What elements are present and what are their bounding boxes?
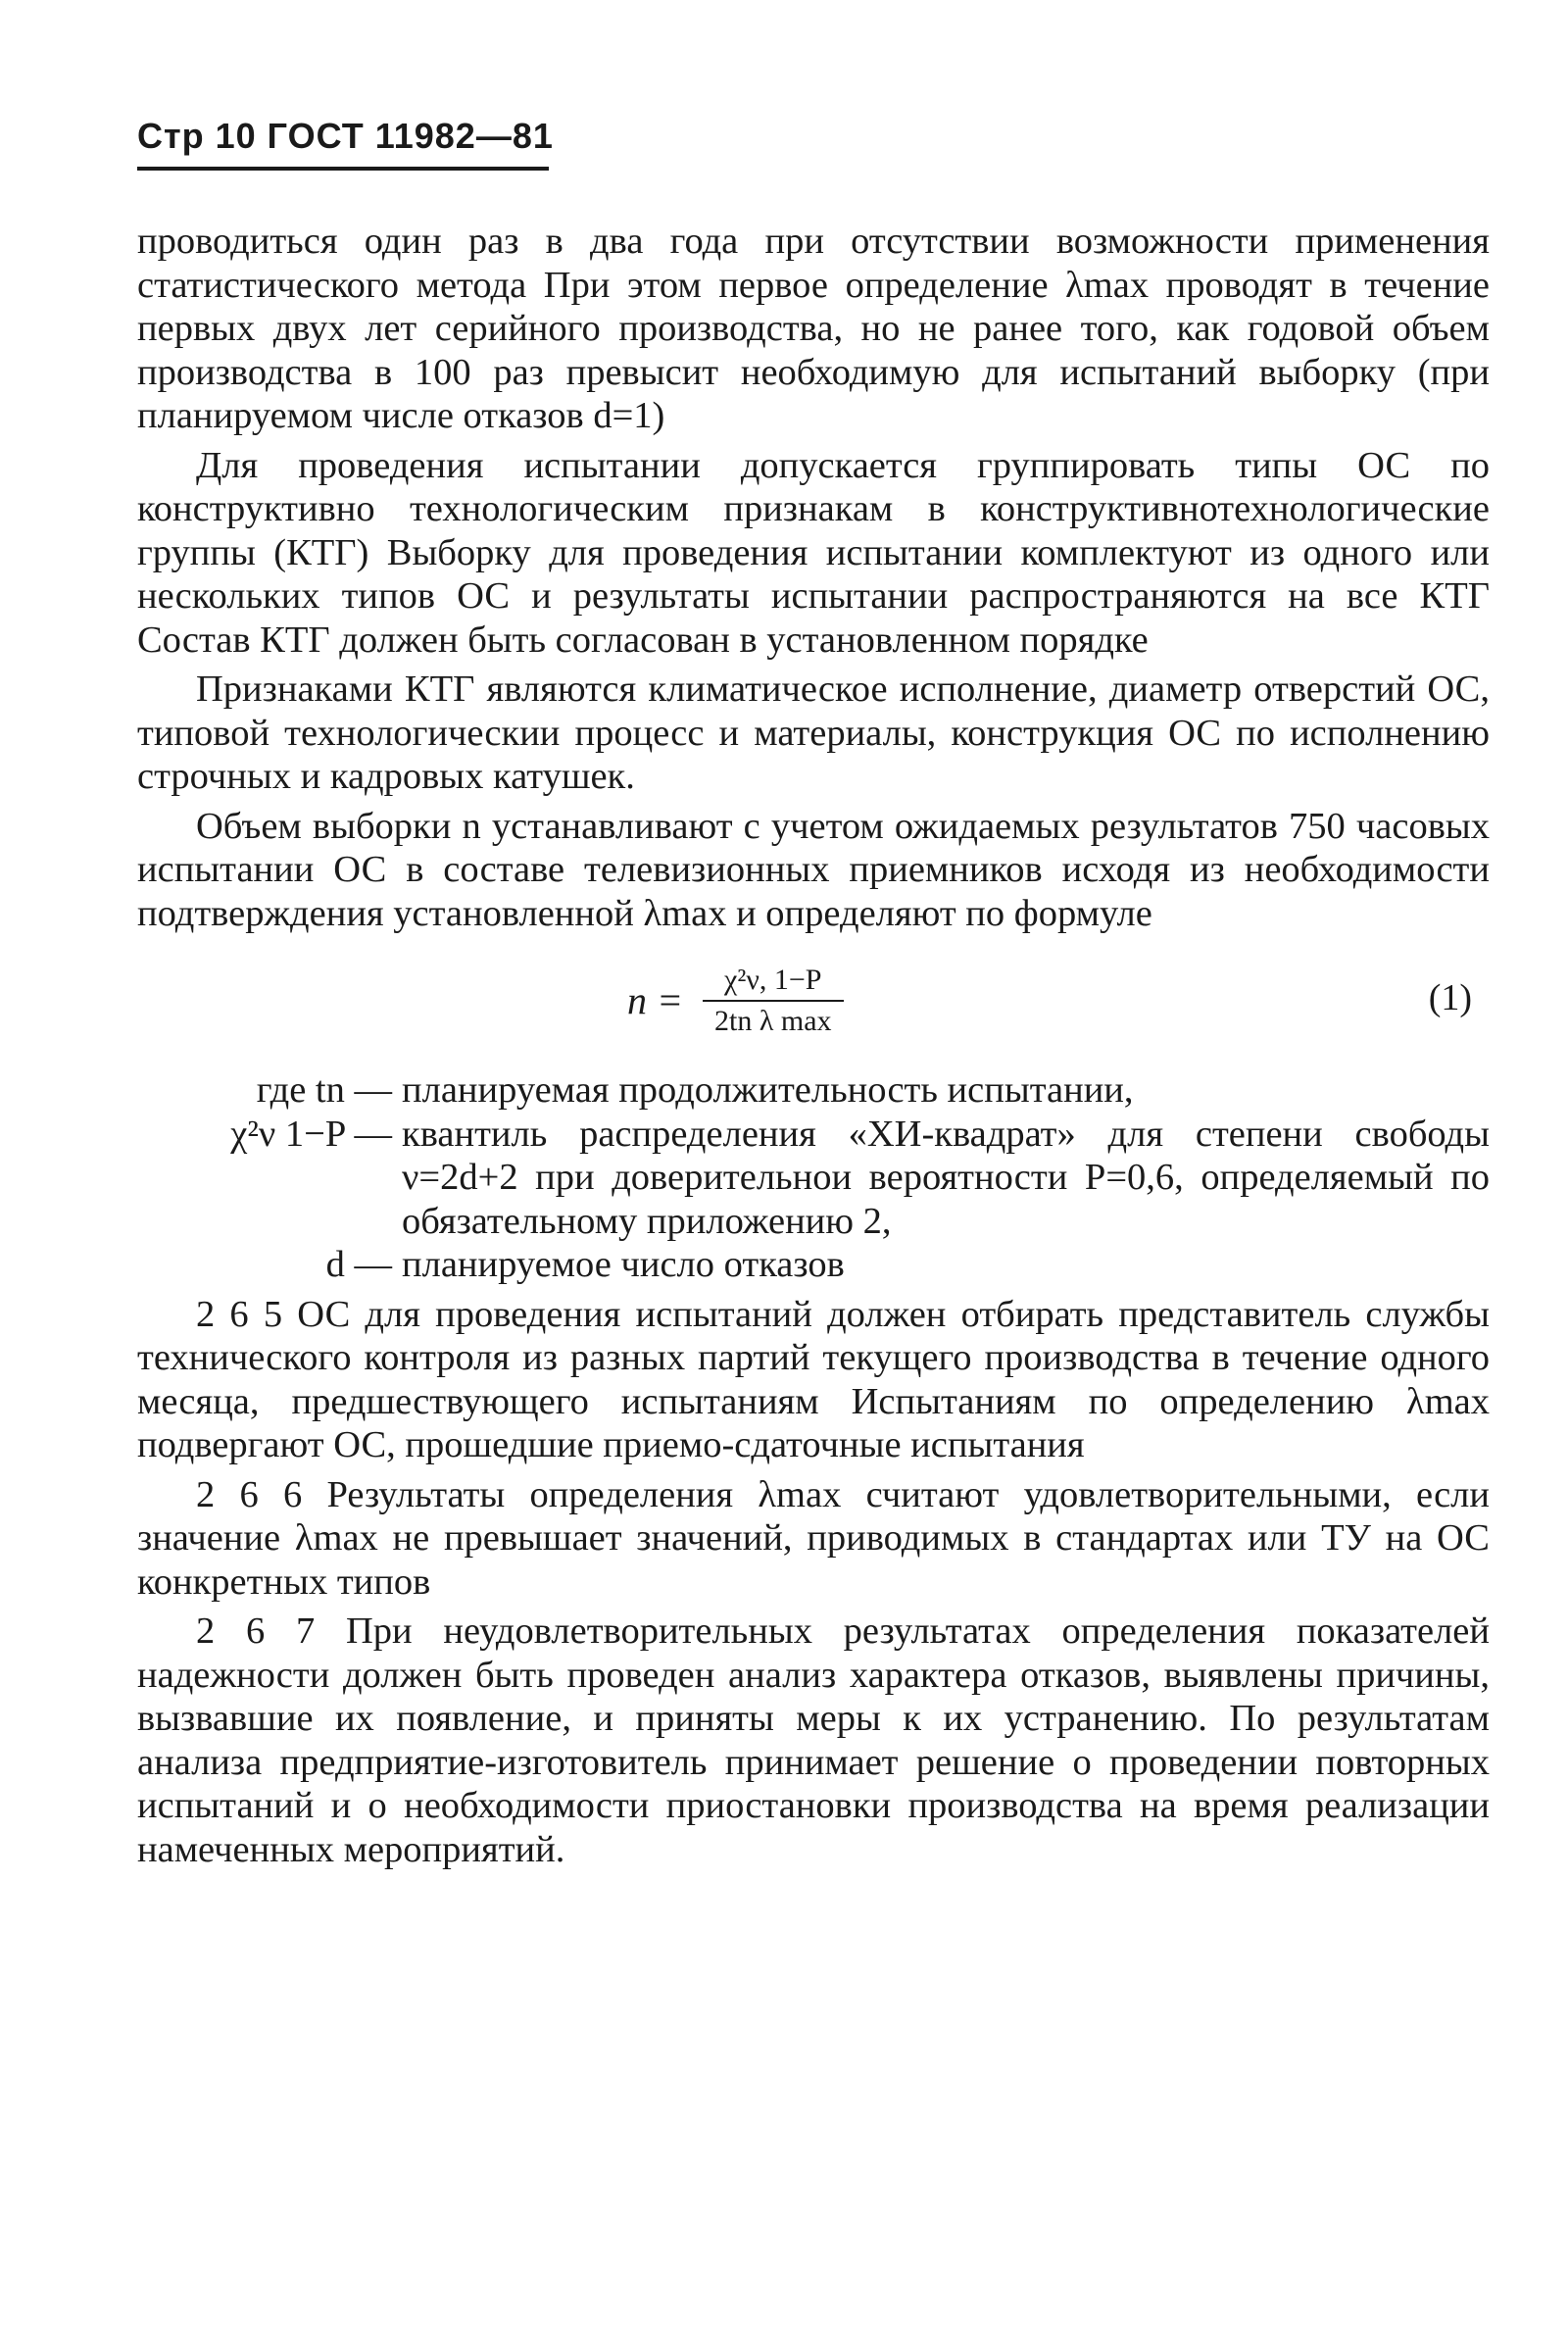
- section-2-6-6: 2 6 6 Результаты определения λmax считают удовлетворительными, если значение λmax не превышает значений, приводимых в стандартах или ТУ на ОС конкретных типов: [137, 1473, 1490, 1603]
- formula: [627, 947, 854, 1055]
- formula-block: [137, 947, 1490, 1055]
- definition-text: планируемая продолжительность испытании,: [402, 1069, 1134, 1111]
- formula-definitions: [137, 1068, 1490, 1287]
- paragraph-continuation: проводиться один раз в два года при отсутствии возможности применения статистического метода При этом первое определение λmax проводят в течение первых двух лет серийного производства, но не ранее того, как годовой объем производства в 100 раз превысит необходимую для испытаний выборку (при планируемом числе отказов d=1): [137, 221, 1490, 436]
- formula-numerator: χ²ν, 1−P: [703, 961, 843, 1002]
- definition-text: планируемое число отказов: [402, 1244, 845, 1285]
- header-rule: [137, 167, 549, 171]
- document-body: [137, 220, 1490, 1877]
- page-header: Стр 10 ГОСТ 11982—81: [137, 116, 554, 156]
- section-2-6-5: 2 6 5 ОС для проведения испытаний должен отбирать представитель службы технического контроля из разных партий текущего производства в течение одного месяца, предшествующего испытаниям Испытаниям по определению λmax подвергают ОС, прошедшие приемо-сдаточные испытания: [137, 1293, 1490, 1465]
- definition-symbol: χ²ν 1−P —: [230, 1113, 392, 1155]
- formula-fraction: [693, 961, 854, 1041]
- paragraph-ktg-features: Признаками КТГ являются климатическое исполнение, диаметр отверстий ОС, типовой технологическии процесс и материалы, конструкция ОС по исполнению строчных и кадровых катушек.: [137, 669, 1490, 797]
- definition-text: квантиль распределения «ХИ-квадрат» для степени свободы ν=2d+2 при доверительнои вероятности P=0,6, определяемый по обязательному приложению 2,: [402, 1113, 1490, 1242]
- definition-symbol: где tn —: [256, 1069, 392, 1111]
- section-2-6-7: 2 6 7 При неудовлетворительных результатах определения показателей надежности должен быть проведен анализ характера отказов, выявлены причины, вызвавшие их появление, и приняты меры к их устранению. По результатам анализа предприятие-изготовитель принимает решение о проведении повторных испытаний и о необходимости приостановки производства на время реализации намеченных мероприятий.: [137, 1610, 1490, 1870]
- formula-denominator: 2tn λ max: [714, 1005, 832, 1037]
- definition-row: [137, 1243, 1490, 1287]
- definition-row: [137, 1113, 1490, 1244]
- formula-number: (1): [1428, 977, 1472, 1018]
- formula-lhs: n =: [627, 977, 683, 1022]
- definition-row: [137, 1068, 1490, 1113]
- definition-symbol: d —: [325, 1244, 392, 1285]
- paragraph-sample-size: Объем выборки n устанавливают с учетом ожидаемых результатов 750 часовых испытании ОС в составе телевизионных приемников исходя из необходимости подтверждения установленной λmax и определяют по формуле: [137, 805, 1490, 934]
- paragraph-ktg-grouping: Для проведения испытании допускается группировать типы ОС по конструктивно технологическим признакам в конструктивнотехнологические группы (КТГ) Выборку для проведения испытании комплектуют из одного или нескольких типов ОС и результаты испытании распространяются на все КТГ Состав КТГ должен быть согласован в установленном порядке: [137, 444, 1490, 661]
